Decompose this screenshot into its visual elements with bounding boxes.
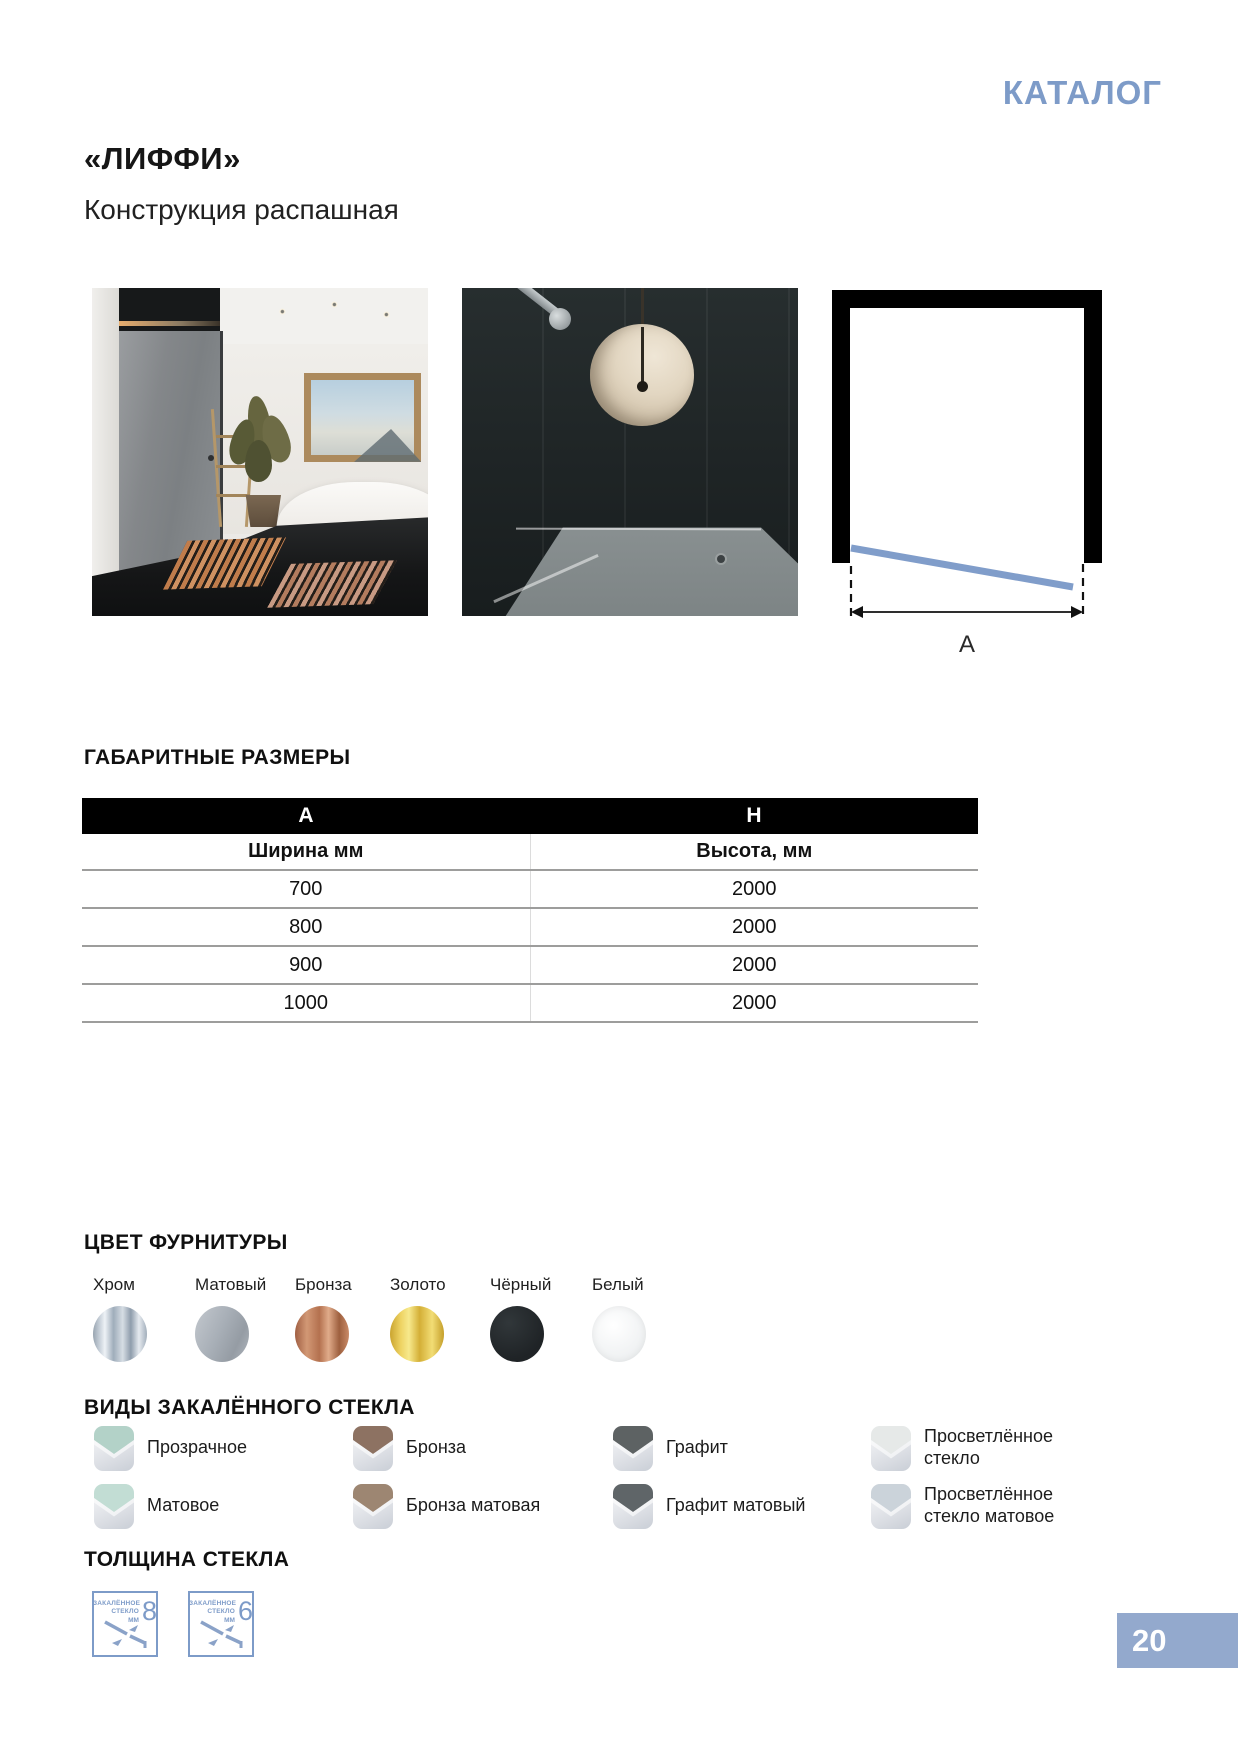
cell-height: 2000: [530, 908, 978, 946]
matte-swatch: [195, 1306, 249, 1362]
swatch-label: Бронза: [295, 1275, 352, 1294]
col-name-height: Высота, мм: [530, 834, 978, 870]
page-number: 20: [1132, 1622, 1167, 1658]
chrome-swatch: [93, 1306, 147, 1362]
door-schematic-svg: [832, 290, 1102, 662]
col-code-a: A: [82, 798, 530, 834]
glass-sheet-icon: [613, 1484, 653, 1529]
black-swatch: [490, 1306, 544, 1362]
photo2-lamp-stem: [641, 327, 644, 383]
thickness-badge-8mm: [92, 1591, 158, 1657]
hardware-color-white: [592, 1275, 646, 1362]
glass-type-label: Просветлённое стекло: [924, 1426, 1053, 1468]
swing-door-line: [851, 548, 1073, 587]
photo1-ceiling: [220, 288, 428, 347]
glass-sheet-icon: [94, 1426, 134, 1471]
cell-width: 900: [82, 946, 530, 984]
glass-type-label: Матовое: [147, 1495, 220, 1516]
photo2-shower-fixture-head: [549, 308, 571, 330]
gold-swatch: [390, 1306, 444, 1362]
glass-type-enlightened: [871, 1424, 1076, 1472]
table-row: [82, 908, 978, 946]
product-photo-bathroom: [92, 288, 428, 616]
thickness-badge-6mm: [188, 1591, 254, 1657]
thickness-section-title: ТОЛЩИНА СТЕКЛА: [84, 1548, 290, 1571]
swatch-label: Хром: [93, 1275, 135, 1294]
catalog-header-label: КАТАЛОГ: [1002, 74, 1162, 111]
glass-type-graphite-matte: [613, 1482, 805, 1530]
page-number-badge: [1117, 1613, 1238, 1668]
cell-height: 2000: [530, 946, 978, 984]
hardware-color-chrome: [93, 1275, 147, 1362]
swatch-label: Золото: [390, 1275, 446, 1294]
hardware-color-bronze: [295, 1275, 352, 1362]
photo1-cove-light: [119, 321, 220, 326]
arrowhead-left: [851, 606, 863, 618]
glass-sheet-icon: [94, 1484, 134, 1529]
door-schematic-diagram: [832, 290, 1102, 662]
table-row: [82, 870, 978, 908]
col-name-width: Ширина мм: [82, 834, 530, 870]
swatch-label: Матовый: [195, 1275, 267, 1294]
hardware-colors-section-title: ЦВЕТ ФУРНИТУРЫ: [84, 1231, 288, 1254]
table-row: [82, 984, 978, 1022]
glass-type-bronze: [353, 1424, 466, 1472]
dimensions-section-title: ГАБАРИТНЫЕ РАЗМЕРЫ: [84, 746, 351, 769]
thickness-value: 6: [237, 1596, 254, 1626]
cell-height: 2000: [530, 984, 978, 1022]
broken-glass-icon: [198, 1616, 246, 1649]
cell-height: 2000: [530, 870, 978, 908]
tempered-glass-caption: ЗАКАЛЁННОЕ СТЕКЛО: [188, 1600, 237, 1616]
glass-type-enlightened-matte: [871, 1482, 1076, 1530]
product-photo-shower-interior: [462, 288, 798, 616]
glass-type-label: Прозрачное: [147, 1437, 247, 1458]
frame-right-bar: [1084, 308, 1102, 563]
glass-type-label: Графит: [666, 1437, 728, 1458]
glass-type-label: Графит матовый: [666, 1495, 806, 1516]
broken-glass-icon: [102, 1616, 150, 1649]
mm-unit-label: ММ: [224, 1616, 235, 1624]
table-row: [82, 946, 978, 984]
white-swatch: [592, 1306, 646, 1362]
photo1-glass-door: [119, 331, 223, 574]
hardware-color-black: [490, 1275, 551, 1362]
photo1-left-wall: [92, 288, 119, 577]
swatch-label: Чёрный: [490, 1275, 552, 1294]
glass-type-bronze-matte: [353, 1482, 540, 1530]
frame-top-bar: [832, 290, 1102, 308]
swatch-label: Белый: [592, 1275, 644, 1294]
glass-type-label: Просветлённое стекло матовое: [924, 1484, 1055, 1526]
glass-sheet-icon: [353, 1426, 393, 1471]
hardware-color-matte: [195, 1275, 266, 1362]
cell-width: 700: [82, 870, 530, 908]
cell-width: 800: [82, 908, 530, 946]
glass-type-graphite: [613, 1424, 728, 1472]
glass-type-frosted: [94, 1482, 219, 1530]
hardware-color-gold: [390, 1275, 446, 1362]
glass-type-label: Бронза: [406, 1437, 467, 1458]
col-code-h: H: [530, 798, 978, 834]
table-name-row: [82, 834, 978, 870]
mm-unit-label: ММ: [128, 1616, 139, 1624]
tempered-glass-caption: ЗАКАЛЁННОЕ СТЕКЛО: [92, 1600, 141, 1616]
photo1-plant: [230, 396, 294, 501]
glass-sheet-icon: [353, 1484, 393, 1529]
cell-width: 1000: [82, 984, 530, 1022]
glass-type-clear: [94, 1424, 247, 1472]
product-subtitle: Конструкция распашная: [84, 194, 399, 225]
frame-left-bar: [832, 308, 850, 563]
product-title: «ЛИФФИ»: [84, 141, 241, 176]
arrowhead-right: [1071, 606, 1083, 618]
bronze-swatch: [295, 1306, 349, 1362]
dimensions-table: [82, 798, 978, 1023]
glass-type-label: Бронза матовая: [406, 1495, 541, 1516]
dimension-a-label: A: [958, 631, 976, 658]
table-code-row: [82, 798, 978, 834]
glass-types-section-title: ВИДЫ ЗАКАЛЁННОГО СТЕКЛА: [84, 1396, 415, 1419]
glass-sheet-icon: [871, 1484, 911, 1529]
thickness-value: 8: [141, 1596, 158, 1626]
glass-sheet-icon: [871, 1426, 911, 1471]
glass-sheet-icon: [613, 1426, 653, 1471]
